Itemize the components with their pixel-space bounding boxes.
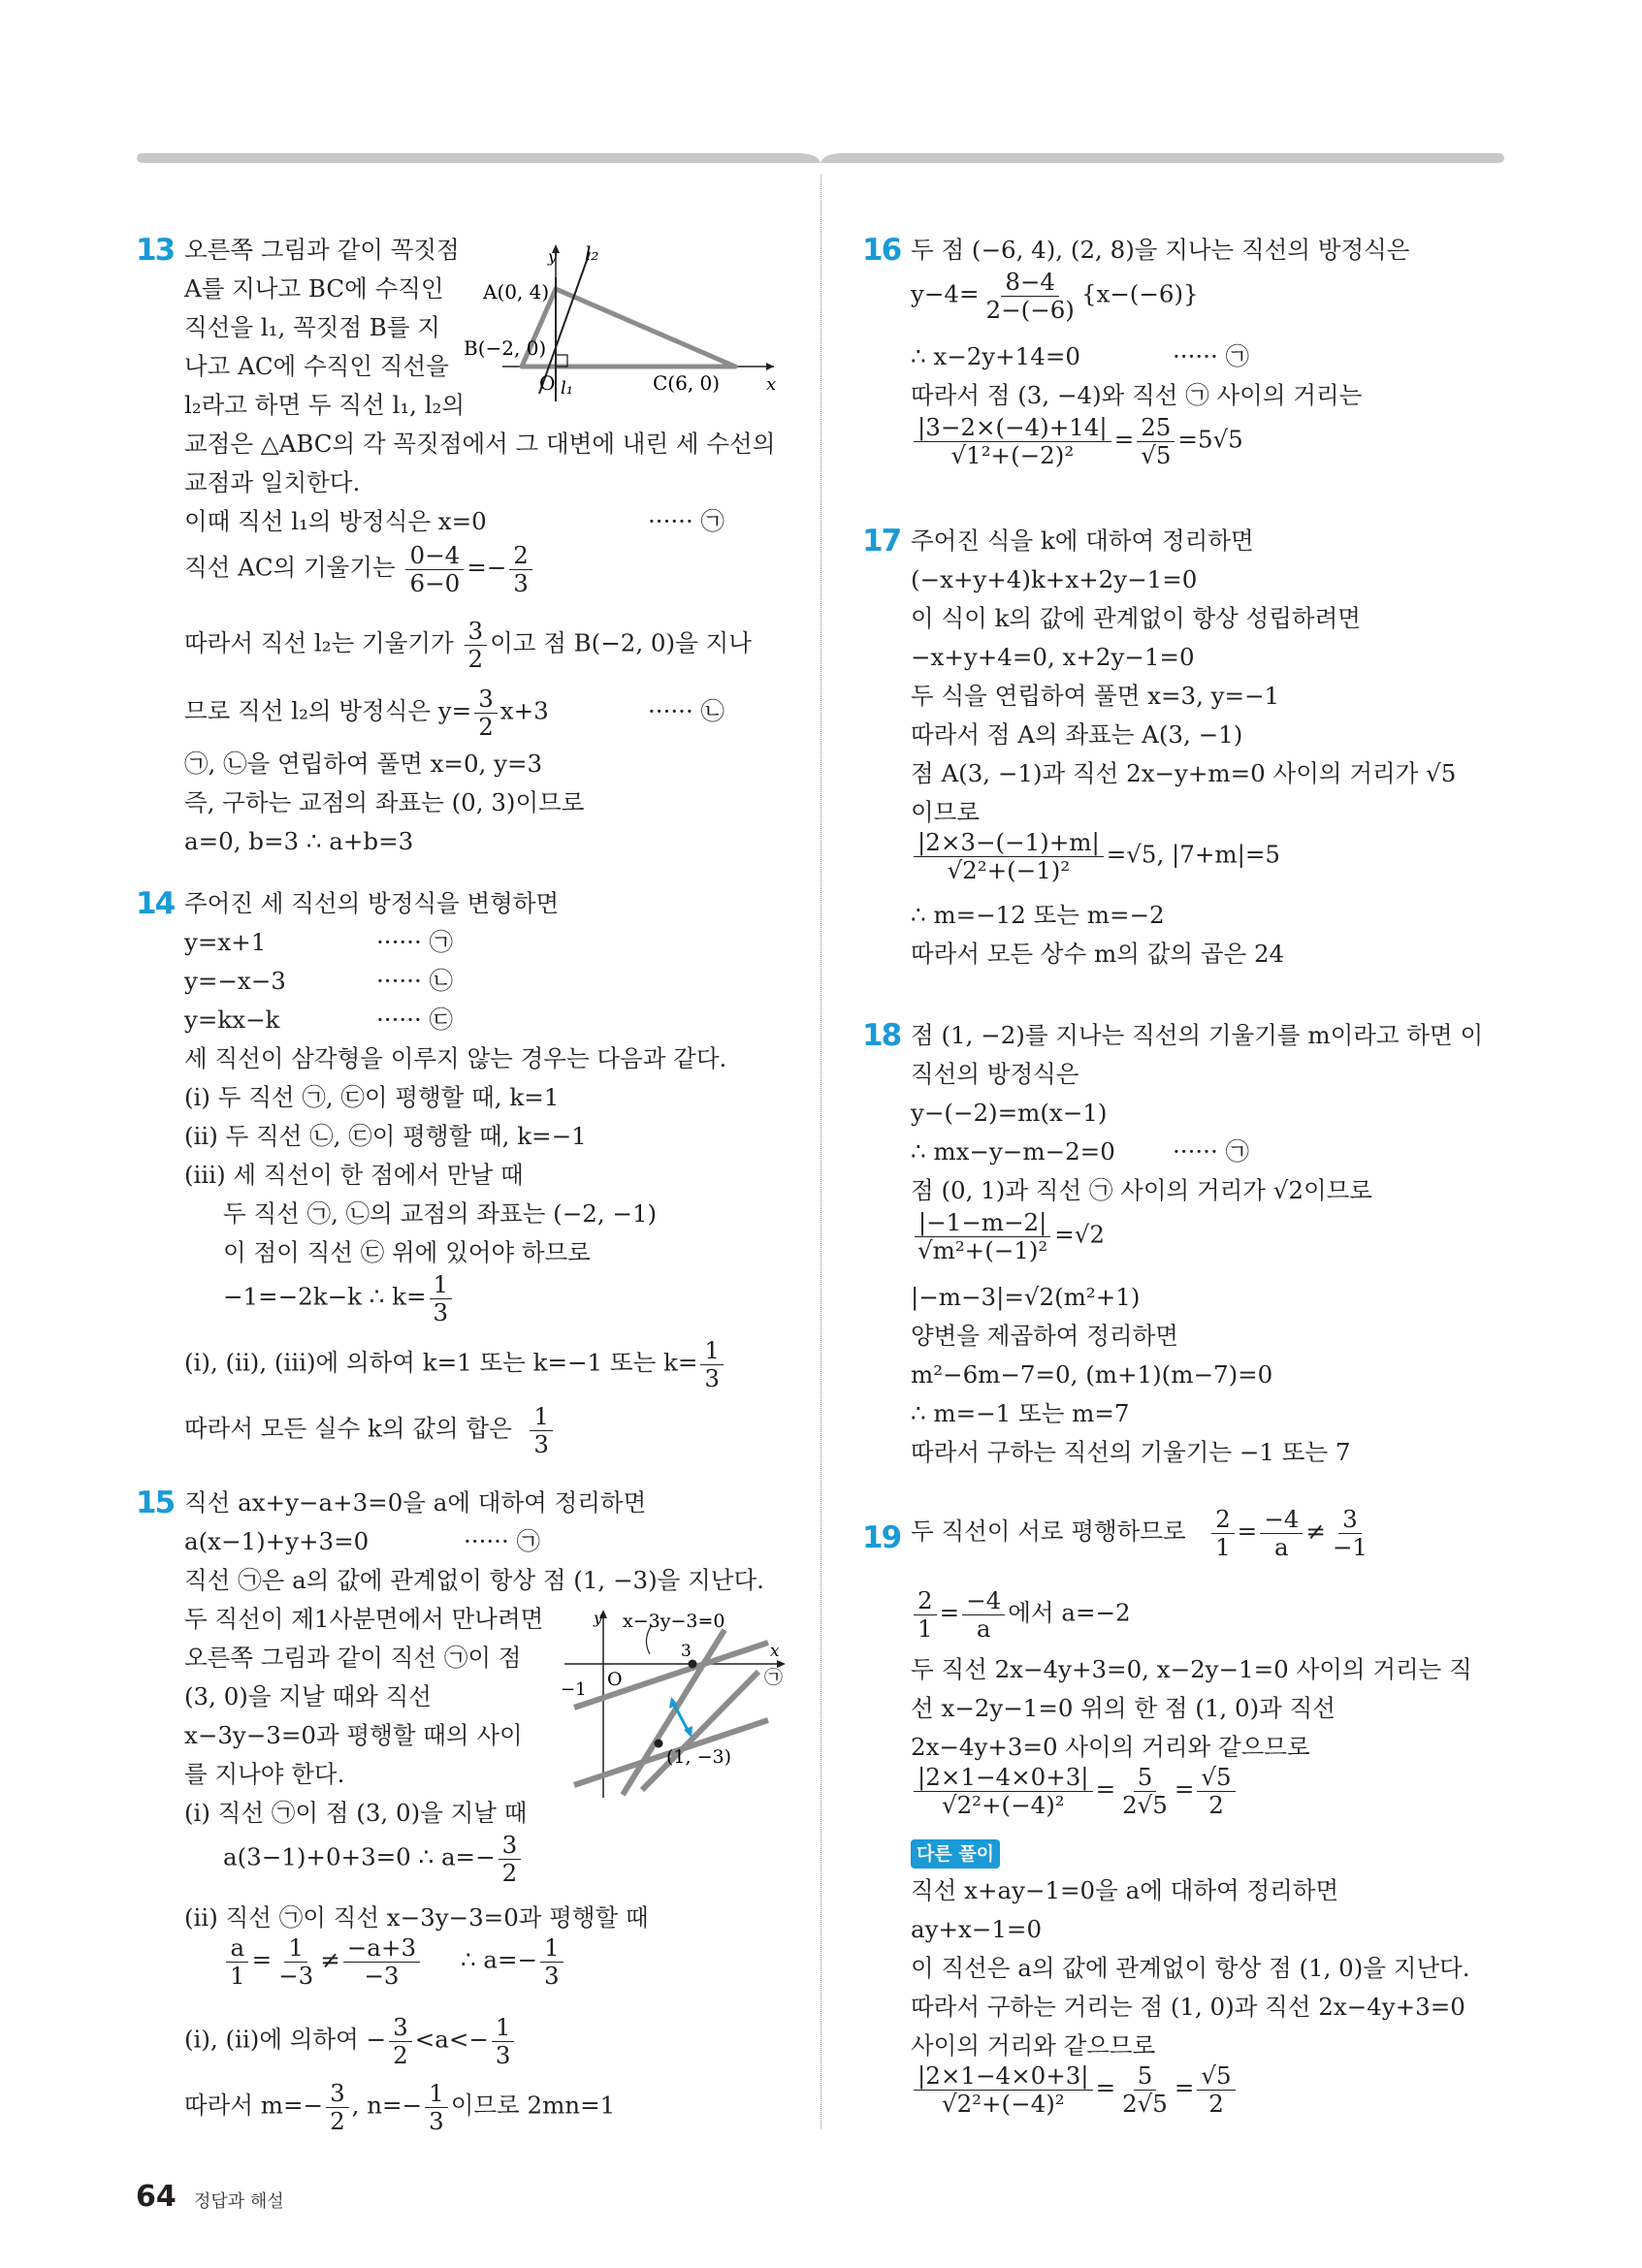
p17-line: 점 A(3, −1)과 직선 2x−y+m=0 사이의 거리가 √5 <box>911 759 1457 787</box>
p18-answer: 따라서 구하는 직선의 기울기는 −1 또는 7 <box>911 1438 1351 1466</box>
denominator: 1 <box>918 1613 933 1643</box>
p18-line: m²−6m−7=0, (m+1)(m−7)=0 <box>911 1360 1273 1389</box>
numerator: 5 <box>1134 2063 1157 2091</box>
p15-case: (ⅱ) 직선 ㉠이 직선 x−3y−3=0과 평행할 때 <box>184 1903 649 1932</box>
p17-line: 주어진 식을 k에 대하여 정리하면 <box>911 527 1254 555</box>
p13-line <box>184 687 549 739</box>
p14-case: (ⅱ) 두 직선 ㉡, ㉢이 평행할 때, k=−1 <box>184 1122 587 1150</box>
p15-line <box>184 2015 517 2067</box>
p17-line: 이 식이 k의 값에 관계없이 항상 성립하려면 <box>911 604 1361 632</box>
p19-text: 에서 a=−2 <box>1008 1598 1131 1627</box>
denominator: 3 <box>544 1961 560 1990</box>
fraction <box>343 1935 420 1988</box>
left-column <box>136 233 784 2143</box>
p14-case-line <box>223 1272 455 1325</box>
p16-marker: ······ ㉠ <box>1173 342 1250 370</box>
fraction <box>492 2015 515 2067</box>
numerator: 3 <box>389 2015 412 2042</box>
denominator: 2 <box>1208 1790 1224 1819</box>
p13-line: 나고 AC에 수직인 직선을 <box>184 352 449 380</box>
p15-text: 따라서 m=− <box>184 2091 324 2120</box>
denominator: √2²+(−4)² <box>941 1790 1065 1819</box>
denominator: 3 <box>513 568 529 597</box>
p15-answer <box>184 2081 615 2133</box>
p15-line: (3, 0)을 지날 때와 직선 <box>184 1682 432 1710</box>
p14-line: 주어진 세 직선의 방정식을 변형하면 <box>184 889 560 917</box>
fraction <box>540 1935 563 1988</box>
denominator: 6−0 <box>409 568 461 597</box>
line-label: x−3y−3=0 <box>623 1611 725 1632</box>
fraction <box>1137 415 1175 467</box>
p19-text: = <box>1237 1517 1258 1546</box>
p15-line: 직선 ax+y−a+3=0을 a에 대하여 정리하면 <box>184 1488 647 1517</box>
numerator: |−1−m−2| <box>915 1210 1051 1237</box>
denominator: 3 <box>495 2040 511 2069</box>
p14-text: −1=−2k−k ∴ k= <box>223 1282 427 1311</box>
fraction <box>914 415 1111 467</box>
denominator: 3 <box>704 1363 720 1392</box>
p19-line: 따라서 구하는 거리는 점 (1, 0)과 직선 2x−4y+3=0 <box>911 1993 1465 2021</box>
p19-line <box>911 1507 1374 1559</box>
point-A-label: A(0, 4) <box>483 280 550 303</box>
p15-line: 오른쪽 그림과 같이 직선 ㉠이 점 <box>184 1644 522 1672</box>
p14-equation: y=x+1 <box>184 928 267 956</box>
denominator: 2 <box>467 644 484 673</box>
alt-solution-badge-row <box>911 1838 1000 1869</box>
numerator: 3 <box>326 2081 349 2108</box>
numerator: 3 <box>474 687 498 714</box>
p19-line <box>911 1588 1131 1641</box>
numerator: 8−4 <box>1001 270 1059 297</box>
denominator: 1 <box>230 1961 245 1990</box>
p13-line: 즉, 구하는 교점의 좌표는 (0, 3)이므로 <box>184 788 585 816</box>
numerator: −4 <box>962 1588 1005 1615</box>
p16-text: {x−(−6)} <box>1080 279 1199 308</box>
p18-line: y−(−2)=m(x−1) <box>911 1099 1108 1127</box>
p13-text: 이고 점 B(−2, 0)을 지나 <box>490 628 752 657</box>
p14-text: (ⅰ), (ⅱ), (ⅲ)에 의하여 k=1 또는 k=−1 또는 k= <box>184 1348 698 1377</box>
problem-number-14: 14 <box>136 886 175 921</box>
p13-line: l₂라고 하면 두 직선 l₁, l₂의 <box>184 391 466 419</box>
p13-marker: ······ ㉡ <box>648 697 725 725</box>
numerator: 1 <box>530 1404 553 1431</box>
p14-case: (ⅲ) 세 직선이 한 점에서 만날 때 <box>184 1161 524 1189</box>
denominator: √m²+(−1)² <box>918 1235 1048 1264</box>
denominator: √1²+(−2)² <box>950 440 1075 469</box>
p15-text: a(3−1)+0+3=0 ∴ a=− <box>223 1842 496 1871</box>
alt-solution-badge: 다른 풀이 <box>911 1839 1000 1869</box>
p13-line <box>184 619 752 671</box>
p13-line: ㉠, ㉡을 연립하여 풀면 x=0, y=3 <box>184 750 543 778</box>
p15-case-line <box>223 1935 566 1988</box>
p13-answer: a=0, b=3 ∴ a+b=3 <box>184 827 414 855</box>
tick-minus1-label: −1 <box>561 1679 587 1700</box>
line-l1-label: l₁ <box>561 378 573 399</box>
numerator: 1 <box>430 1272 453 1299</box>
fraction <box>1211 1507 1235 1559</box>
numerator: 2 <box>1211 1507 1235 1534</box>
p19-line: ay+x−1=0 <box>911 1915 1043 1943</box>
numerator: √5 <box>1197 2063 1235 2091</box>
p18-line <box>911 1210 1105 1262</box>
p16-line: ∴ x−2y+14=0 <box>911 342 1080 370</box>
p15-text: ≠ <box>320 1945 340 1974</box>
problem-number-16: 16 <box>862 233 901 268</box>
p13-triangle-figure <box>464 239 784 403</box>
fraction <box>914 1210 1051 1262</box>
p15-line: a(x−1)+y+3=0 <box>184 1527 370 1555</box>
p19-text: = <box>1095 2073 1116 2102</box>
fraction <box>389 2015 412 2067</box>
denominator: 1 <box>1215 1532 1231 1561</box>
p18-line: 직선의 방정식은 <box>911 1060 1079 1088</box>
p17-line: −x+y+4=0, x+2y−1=0 <box>911 643 1195 671</box>
numerator: −4 <box>1260 1507 1303 1534</box>
p13-slope-line <box>184 543 535 595</box>
page-number: 64 <box>136 2180 177 2214</box>
top-divider-bar <box>137 150 1504 166</box>
fraction <box>700 1338 724 1390</box>
p15-case: (ⅰ) 직선 ㉠이 점 (3, 0)을 지날 때 <box>184 1799 528 1827</box>
p17-text: =√5, |7+m|=5 <box>1106 840 1281 869</box>
denominator: √2²+(−1)² <box>947 855 1071 884</box>
numerator: a <box>226 1935 248 1963</box>
p18-marker: ······ ㉠ <box>1173 1137 1250 1166</box>
denominator: √5 <box>1141 440 1172 469</box>
p14-equation: y=−x−3 <box>184 967 286 995</box>
numerator: 1 <box>540 1935 563 1963</box>
p19-text: = <box>939 1598 960 1627</box>
numerator: |2×1−4×0+3| <box>914 1765 1093 1792</box>
denominator: −3 <box>364 1961 400 1990</box>
denominator: 2 <box>330 2106 345 2135</box>
fraction <box>405 543 464 595</box>
p18-line: 점 (1, −2)를 지나는 직선의 기울기를 m이라고 하면 이 <box>911 1021 1484 1049</box>
problem-number-18: 18 <box>862 1018 901 1053</box>
p15-line: 두 직선이 제1사분면에서 만나려면 <box>184 1605 544 1633</box>
p14-marker: ······ ㉢ <box>376 1006 454 1034</box>
axis-x-label: x <box>766 374 777 395</box>
denominator: 2−(−6) <box>985 295 1075 324</box>
denominator: a <box>976 1613 991 1643</box>
p16-text: =5√5 <box>1177 425 1243 454</box>
p14-line <box>184 1338 726 1390</box>
fraction <box>1329 1507 1371 1559</box>
denominator: 2 <box>478 712 494 741</box>
fraction <box>509 543 532 595</box>
p13-text: =− <box>467 553 507 582</box>
p19-text: = <box>1174 1774 1195 1804</box>
p14-case-line: 이 점이 직선 ㉢ 위에 있어야 하므로 <box>223 1238 591 1266</box>
line-l2-label: l₂ <box>585 241 599 265</box>
fraction <box>914 1588 937 1641</box>
p19-line: 두 직선 2x−4y+3=0, x−2y−1=0 사이의 거리는 직 <box>911 1655 1472 1683</box>
numerator: 0−4 <box>405 543 464 570</box>
p17-line: 따라서 점 A의 좌표는 A(3, −1) <box>911 720 1243 749</box>
p14-case-line: 두 직선 ㉠, ㉡의 교점의 좌표는 (−2, −1) <box>223 1199 658 1228</box>
p14-marker: ······ ㉠ <box>376 928 454 956</box>
p17-line <box>911 830 1280 882</box>
problem-number-17: 17 <box>862 524 901 559</box>
numerator: 3 <box>1338 1507 1362 1534</box>
p14-text: 따라서 모든 실수 k의 값의 합은 <box>184 1414 512 1443</box>
fraction <box>499 1833 522 1885</box>
p15-text: (ⅰ), (ⅱ)에 의하여 − <box>184 2025 387 2054</box>
p16-text: y−4= <box>911 279 980 308</box>
denominator: 2√5 <box>1122 2089 1168 2118</box>
p16-line: 따라서 점 (3, −4)와 직선 ㉠ 사이의 거리는 <box>911 381 1363 409</box>
footer-section-title: 정답과 해설 <box>194 2191 284 2212</box>
p13-text: 직선 AC의 기울기는 <box>184 553 396 582</box>
p14-line: 세 직선이 삼각형을 이루지 않는 경우는 다음과 같다. <box>184 1044 727 1072</box>
problem-number-15: 15 <box>136 1485 175 1520</box>
p18-line: 점 (0, 1)과 직선 ㉠ 사이의 거리가 √2이므로 <box>911 1176 1372 1204</box>
p14-equation: y=kx−k <box>184 1006 280 1034</box>
p18-line: 양변을 제곱하여 정리하면 <box>911 1322 1178 1350</box>
denominator: a <box>1273 1532 1289 1561</box>
fraction <box>226 1935 249 1988</box>
p18-line: |−m−3|=√2(m²+1) <box>911 1283 1141 1311</box>
p19-line: 2x−4y+3=0 사이의 거리와 같으므로 <box>911 1733 1310 1761</box>
p15-line: x−3y−3=0과 평행할 때의 사이 <box>184 1721 523 1749</box>
denominator: −1 <box>1332 1532 1368 1561</box>
point-C-label: C(6, 0) <box>653 371 721 395</box>
p17-line: 두 식을 연립하여 풀면 x=3, y=−1 <box>911 682 1280 710</box>
origin-label: O <box>539 371 556 395</box>
denominator: 2 <box>501 1858 518 1887</box>
p15-line: 를 지나야 한다. <box>184 1760 345 1788</box>
numerator: 2 <box>509 543 532 570</box>
numerator: 3 <box>499 1833 522 1860</box>
denominator: 2√5 <box>1122 1790 1168 1819</box>
fraction <box>1118 1765 1172 1817</box>
axis-y-label: y <box>548 247 558 266</box>
numerator: −a+3 <box>343 1935 420 1963</box>
fraction <box>530 1404 553 1456</box>
p13-marker: ······ ㉠ <box>648 507 725 535</box>
line-tag-label: ㉠ <box>764 1667 784 1688</box>
p15-marker: ······ ㉠ <box>464 1527 541 1555</box>
fraction <box>430 1272 453 1325</box>
p14-marker: ······ ㉡ <box>376 967 454 995</box>
p15-lines-figure <box>561 1606 788 1800</box>
p13-line: 교점은 △ABC의 각 꼭짓점에서 그 대변에 내린 세 수선의 <box>184 430 776 458</box>
denominator: 3 <box>433 1297 449 1326</box>
p19-text: = <box>1174 2073 1195 2102</box>
numerator: |2×1−4×0+3| <box>914 2063 1093 2091</box>
p13-line: 교점과 일치한다. <box>184 468 361 496</box>
fraction <box>465 619 488 671</box>
origin-label: O <box>607 1669 623 1690</box>
p19-text: = <box>1095 1774 1116 1804</box>
denominator: 2 <box>1208 2089 1224 2118</box>
numerator: 1 <box>284 1935 307 1963</box>
p15-text: = <box>251 1945 273 1974</box>
denominator: √2²+(−4)² <box>941 2089 1065 2118</box>
point-label: (1, −3) <box>666 1746 732 1768</box>
p19-alt-answer <box>911 2063 1239 2116</box>
p13-line: 오른쪽 그림과 같이 꼭짓점 <box>184 236 460 264</box>
p16-answer <box>911 415 1243 467</box>
fraction <box>474 687 498 739</box>
p15-text: ∴ a=− <box>461 1945 538 1974</box>
fraction <box>274 1935 317 1988</box>
p19-line: 이 직선은 a의 값에 관계없이 항상 점 (1, 0)을 지난다. <box>911 1954 1470 1982</box>
numerator: |2×3−(−1)+m| <box>914 830 1104 857</box>
fraction <box>914 830 1104 882</box>
p19-text: 두 직선이 서로 평행하므로 <box>911 1517 1186 1546</box>
p16-text: = <box>1113 425 1135 454</box>
axis-y-label: y <box>594 1609 603 1627</box>
right-column <box>862 233 1510 2143</box>
numerator: 2 <box>914 1588 937 1615</box>
problem-number-13: 13 <box>136 233 175 268</box>
fraction <box>1118 2063 1172 2116</box>
numerator: √5 <box>1197 1765 1235 1792</box>
p19-line: 사이의 거리와 같으므로 <box>911 2031 1156 2060</box>
p14-case: (ⅰ) 두 직선 ㉠, ㉢이 평행할 때, k=1 <box>184 1083 560 1111</box>
p13-text: 따라서 직선 l₂는 기울기가 <box>184 628 454 657</box>
p19-text: ≠ <box>1305 1517 1326 1546</box>
p19-line: 직선 x+ay−1=0을 a에 대하여 정리하면 <box>911 1876 1339 1904</box>
p15-text: 이므로 2mn=1 <box>450 2091 616 2120</box>
p19-answer <box>911 1765 1239 1817</box>
p17-line: ∴ m=−12 또는 m=−2 <box>911 901 1165 929</box>
fraction <box>425 2081 448 2133</box>
p18-line: ∴ m=−1 또는 m=7 <box>911 1399 1130 1427</box>
numerator: 1 <box>492 2015 515 2042</box>
p15-line: 직선 ㉠은 a의 값에 관계없이 항상 점 (1, −3)을 지난다. <box>184 1566 764 1594</box>
p19-line: 선 x−2y−1=0 위의 한 점 (1, 0)과 직선 <box>911 1694 1336 1722</box>
p18-line: ∴ mx−y−m−2=0 <box>911 1137 1115 1166</box>
p17-answer: 따라서 모든 상수 m의 값의 곱은 24 <box>911 940 1285 968</box>
fraction <box>982 270 1079 322</box>
numerator: 5 <box>1134 1765 1157 1792</box>
p15-text: <a<− <box>414 2025 489 2054</box>
numerator: |3−2×(−4)+14| <box>914 415 1111 442</box>
fraction <box>1260 1507 1303 1559</box>
fraction <box>914 2063 1093 2116</box>
p13-line: 이때 직선 l₁의 방정식은 x=0 <box>184 507 487 535</box>
p13-line: 직선을 l₁, 꼭짓점 B를 지 <box>184 313 440 341</box>
tick-3-label: 3 <box>681 1642 692 1661</box>
denominator: −3 <box>278 1961 314 1990</box>
p13-text: 므로 직선 l₂의 방정식은 y= <box>184 696 472 725</box>
numerator: 1 <box>700 1338 724 1365</box>
point-B-label: B(−2, 0) <box>464 336 547 360</box>
problem-number-19: 19 <box>862 1520 901 1555</box>
p13-line: A를 지나고 BC에 수직인 <box>184 274 444 303</box>
p13-text: x+3 <box>499 696 549 725</box>
p15-text: , n=− <box>351 2091 423 2120</box>
p18-text: =√2 <box>1054 1220 1105 1249</box>
denominator: 3 <box>429 2106 444 2135</box>
p15-case-line <box>223 1833 524 1885</box>
p14-answer <box>184 1404 556 1456</box>
fraction <box>1197 1765 1235 1817</box>
numerator: 3 <box>465 619 488 646</box>
denominator: 2 <box>393 2040 408 2069</box>
fraction <box>1197 2063 1235 2116</box>
denominator: 3 <box>533 1429 549 1458</box>
axis-x-label: x <box>770 1642 780 1661</box>
fraction <box>962 1588 1005 1641</box>
numerator: 25 <box>1137 415 1175 442</box>
p16-line: 두 점 (−6, 4), (2, 8)을 지나는 직선의 방정식은 <box>911 236 1410 264</box>
p17-line: 이므로 <box>911 798 981 826</box>
fraction <box>326 2081 349 2133</box>
p16-line <box>911 270 1199 322</box>
fraction <box>914 1765 1093 1817</box>
p17-line: (−x+y+4)k+x+2y−1=0 <box>911 565 1198 593</box>
numerator: 1 <box>425 2081 448 2108</box>
